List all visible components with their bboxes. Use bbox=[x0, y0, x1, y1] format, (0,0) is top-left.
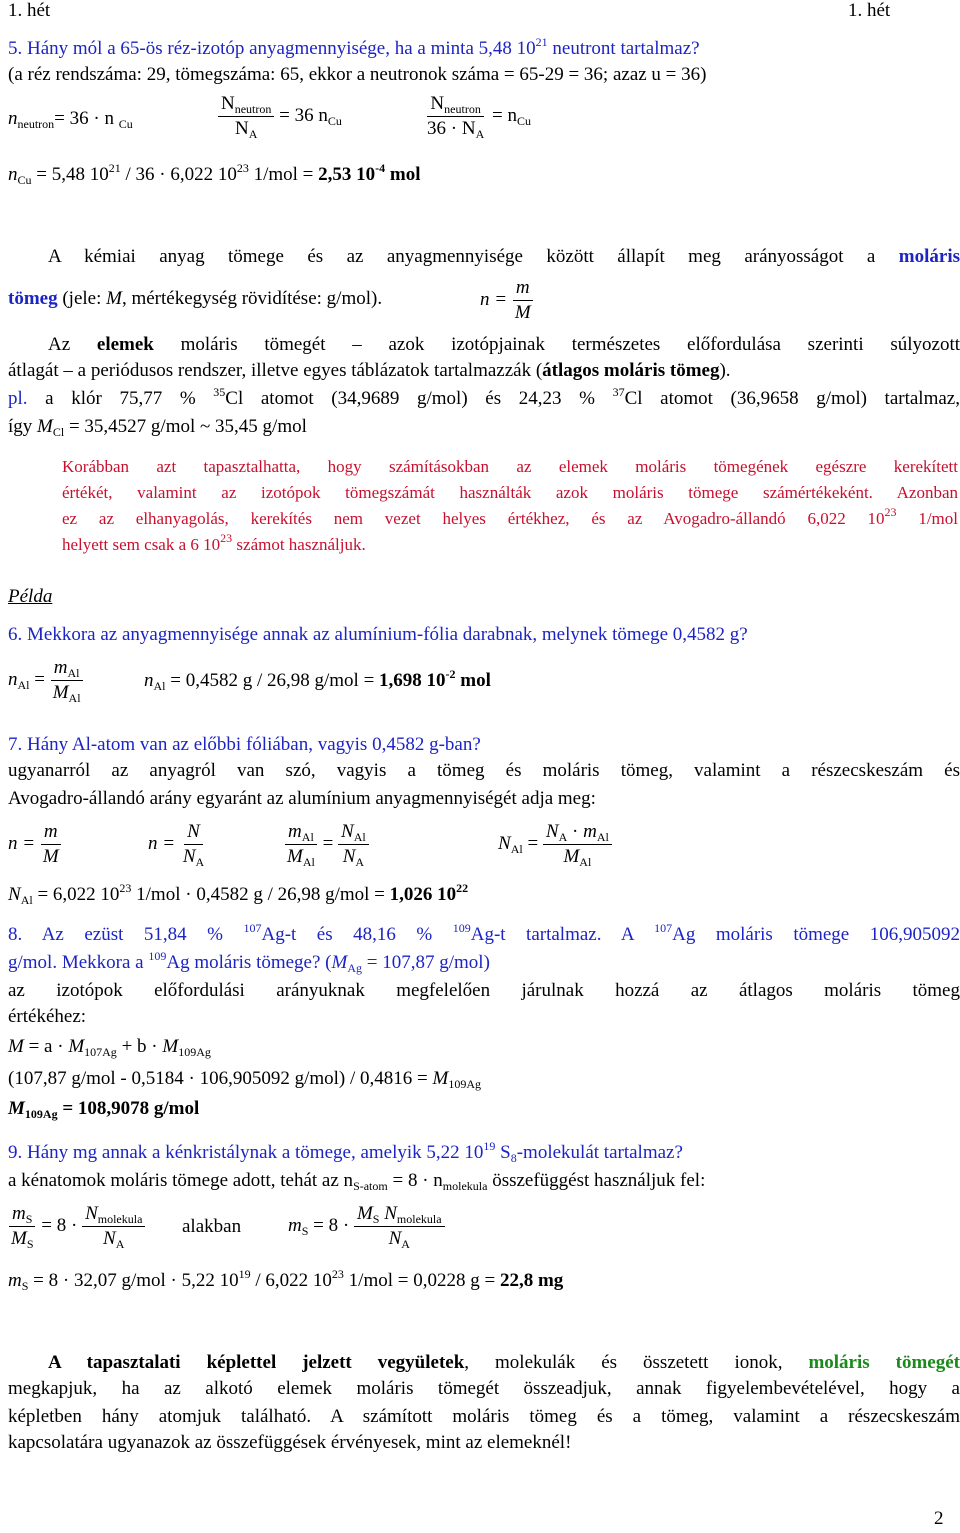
q7-title: 7. Hány Al-atom van az előbbi fóliában, vagyis 0,4582 g-ban? bbox=[8, 734, 481, 755]
q8-title-2: g/mol. Mekkora a $^{109}$Ag moláris tömege? ($M_{Ag} = 107,87$ g/mol) bbox=[8, 949, 490, 975]
q8-title-1: 8. Az ezüst 51,84 % $^{107}$Ag-t és 48,16 % $^{109}$Ag-t tartalmaz. A $^{107}$Ag moláris tömege 106,905092 bbox=[8, 921, 960, 945]
q9-title: 9. Hány mg annak a kénkristálynak a tömege, amelyik 5,22 $10^{19}$ $S_8$-molekulát tartalmaz? bbox=[8, 1139, 683, 1165]
final-l3: képletben hány atomjuk található. A számított moláris tömeg és a tömeg, valamint a részecskeszám bbox=[8, 1406, 960, 1427]
q5-eq3: $\frac{N_{neutron}}{36 \cdot N_A}$ = $n_{Cu}$ bbox=[427, 93, 531, 141]
note-l4: helyett sem csak a 6 $10^{23}$ számot használjuk. bbox=[62, 531, 366, 554]
final-l1: A tapasztalati képlettel jelzett vegyületek, molekulák és összetett ionok, moláris tömegét bbox=[48, 1352, 960, 1373]
q7-calc: $N_{Al} = 6,022$ $10^{23}$ 1/mol · 0,4582 g / 26,98 g/mol = 1,026 $10^{22}$ bbox=[8, 881, 469, 907]
q8-p2: értékéhez: bbox=[8, 1006, 87, 1027]
q8-calc: (107,87 g/mol - 0,5184 · 106,905092 $g/mol) / 0,4816 = M_{109Ag}$ bbox=[8, 1068, 481, 1091]
q9-p1: a kénatomok moláris tömege adott, tehát az $n_{S-atom} = 8 \cdot n_{molekula}$ összefüggést használjuk fel: bbox=[8, 1170, 706, 1193]
header-right: 1. hét bbox=[848, 0, 891, 21]
q7-eq4: $N_{Al}$ = $\frac{N_A \cdot m_{Al}}{M_{Al}}$ bbox=[498, 820, 612, 869]
molar-p2: tömeg (jele: M, mértékegység rövidítése: g/mol). bbox=[8, 288, 383, 309]
molar-p3: Az elemek moláris tömegét – azok izotópjainak természetes előfordulása szerinti súlyozott bbox=[48, 334, 960, 355]
note-l1: Korábban azt tapasztalhatta, hogy számításokban az elemek moláris tömegének egészre kerekített bbox=[62, 457, 958, 476]
q7-p2: Avogadro-állandó arány egyaránt az alumínium anyagmennyiségét adja meg: bbox=[8, 788, 596, 809]
q6-title: 6. Mekkora az anyagmennyisége annak az alumínium-fólia darabnak, melynek tömege 0,4582 g? bbox=[8, 624, 748, 645]
final-l4: kapcsolatára ugyanazok az összefüggések érvényesek, mint az elemeknél! bbox=[8, 1432, 572, 1453]
q9-alakban: alakban bbox=[182, 1216, 242, 1237]
molar-formula: n = $\frac{m}{M}$ bbox=[480, 277, 531, 323]
example-label: Példa bbox=[8, 586, 53, 607]
final-l2: megkapjuk, ha az alkotó elemek moláris tömegét összeadjuk, annak figyelembevételével, hogy a bbox=[8, 1378, 960, 1399]
q5-title: 5. Hány mól a 65-ös réz-izotóp anyagmennyisége, ha a minta 5,48 $10^{21}$ neutront tartalmaz? bbox=[8, 35, 700, 59]
q7-eq3: $\frac{m_{Al}}{M_{Al}}$ = $\frac{N_{Al}}{N_A}$ bbox=[284, 820, 369, 869]
q9-eq1: $\frac{m_S}{M_S}$ = 8 · $\frac{N_{molekula}}{N_A}$ bbox=[8, 1202, 145, 1251]
molar-p6: így $M_{Cl} = 35,4527$ g/mol ~ 35,45 g/mol bbox=[8, 416, 307, 439]
q7-eq1: n = $\frac{m}{M}$ bbox=[8, 821, 59, 867]
q8-p1: az izotópok előfordulási arányuknak megfelelően járulnak hozzá az átlagos moláris tömeg bbox=[8, 980, 960, 1001]
q9-eq2: $m_S = 8$ · $\frac{M_S N_{molekula}}{N_A}$ bbox=[288, 1202, 445, 1251]
q6-calc: $n_{Al} = 0,4582$ g / 26,98 g/mol = 1,698 $10^{-2}$ mol bbox=[144, 667, 491, 693]
molar-p1: A kémiai anyag tömege és az anyagmennyisége között állapít meg arányosságot a moláris bbox=[48, 246, 960, 267]
q5-result: $n_{Cu} = 5,48$ $10^{21} / 36 \cdot 6,022$ $10^{23}$ 1/mol = 2,53 $10^{-4}$ mol bbox=[8, 161, 421, 187]
q6-formula: $n_{Al}$ = $\frac{m_{Al}}{M_{Al}}$ bbox=[8, 657, 81, 705]
note-l2: értékét, valamint az izotópok tömegszámát használták azok moláris tömege számértékeként. Azonban bbox=[62, 483, 958, 502]
header-left: 1. hét bbox=[8, 0, 51, 21]
note-l3: ez az elhanyagolás, kerekítés nem vezet helyes értékhez, és az Avogadro-állandó 6,022 $10^{23}$ 1/mol bbox=[62, 505, 958, 528]
q8-eq: $M = a \cdot M_{107Ag} + b \cdot M_{109Ag}$ bbox=[8, 1036, 211, 1059]
q5-eq2: $\frac{N_{neutron}}{N_A}$ = 36 $n_{Cu}$ bbox=[218, 92, 342, 141]
molar-p5: pl. a klór 75,77 % $^{35}$Cl atomot (34,9689 g/mol) és 24,23 % $^{37}$Cl atomot (36,9658 g/mol) tartalmaz, bbox=[8, 385, 960, 409]
page-number: 2 bbox=[934, 1508, 944, 1529]
q5-explain: (a réz rendszáma: 29, tömegszáma: 65, ekkor a neutronok száma = 65-29 = 36; azaz u = 36) bbox=[8, 64, 707, 85]
q9-calc: $m_S = 8 \cdot 32,07$ g/mol · 5,22 $10^{19} / 6,022$ $10^{23}$ 1/mol = 0,0228 g = 22,8 mg bbox=[8, 1267, 564, 1293]
q7-p1: ugyanarról az anyagról van szó, vagyis a tömeg és moláris tömeg, valamint a részecskeszám és bbox=[8, 760, 960, 781]
molar-p4: átlagát – a periódusos rendszer, illetve egyes táblázatok tartalmazzák (átlagos moláris tömeg). bbox=[8, 360, 731, 381]
q7-eq2: n = $\frac{N}{N_A}$ bbox=[148, 821, 205, 869]
q5-eq1: $n_{neutron}= 36 \cdot n$ $_{Cu}$ bbox=[8, 108, 133, 131]
q8-result: $M_{109Ag} = 108,9078$ g/mol bbox=[8, 1098, 200, 1121]
